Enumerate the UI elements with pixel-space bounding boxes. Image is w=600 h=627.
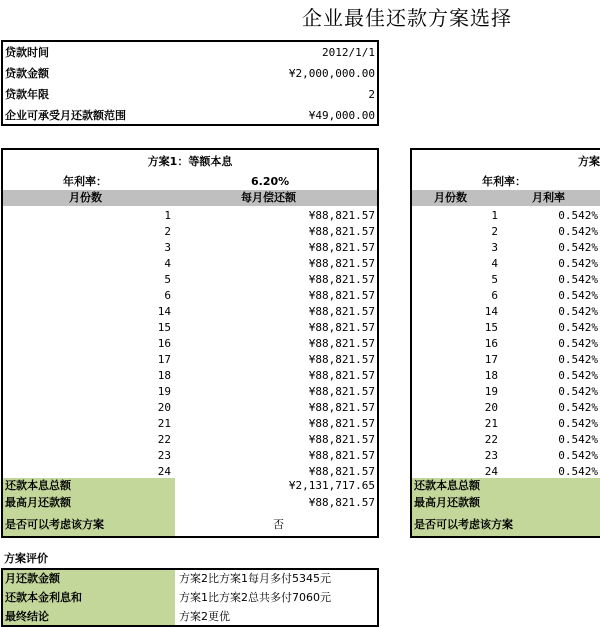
plan1-payment-cell[interactable]: ¥88,821.57 <box>308 449 375 462</box>
plan1-month-cell[interactable]: 5 <box>164 273 171 286</box>
plan2-rate-cell[interactable]: 0.542% <box>558 465 598 478</box>
loan-years-value[interactable]: 2 <box>368 88 375 101</box>
loan-info-row <box>3 106 377 125</box>
plan2-rate-cell[interactable]: 0.542% <box>558 225 598 238</box>
plan2-month-cell[interactable]: 6 <box>491 289 498 302</box>
plan1-col-month: 月份数 <box>69 191 102 204</box>
plan1-consider-label: 是否可以考虑该方案 <box>5 518 104 531</box>
plan1-payment-cell[interactable]: ¥88,821.57 <box>308 257 375 270</box>
plan1-payment-cell[interactable]: ¥88,821.57 <box>308 433 375 446</box>
plan1-max-label: 最高月还款额 <box>5 496 71 509</box>
eval-interest-label: 还款本金利息和 <box>5 591 82 604</box>
plan1-month-cell[interactable]: 22 <box>157 433 171 446</box>
plan2-month-cell[interactable]: 1 <box>491 209 498 222</box>
plan1-col-payment: 每月偿还额 <box>241 191 296 204</box>
plan2-month-cell[interactable]: 20 <box>484 401 498 414</box>
plan2-rate-cell[interactable]: 0.542% <box>558 449 598 462</box>
plan1-rate-label: 年利率： <box>63 175 107 188</box>
eval-interest-value[interactable]: 方案1比方案2总共多付7060元 <box>179 591 331 604</box>
plan1-month-cell[interactable]: 20 <box>157 401 171 414</box>
plan1-payment-cell[interactable]: ¥88,821.57 <box>308 321 375 334</box>
plan2-consider-label: 是否可以考虑该方案 <box>414 518 513 531</box>
plan1-box <box>1 148 379 538</box>
plan2-rate-cell[interactable]: 0.542% <box>558 321 598 334</box>
plan1-payment-cell[interactable]: ¥88,821.57 <box>308 465 375 478</box>
loan-info-box <box>1 40 379 126</box>
plan2-month-cell[interactable]: 16 <box>484 337 498 350</box>
plan1-month-cell[interactable]: 1 <box>164 209 171 222</box>
plan2-col-rate: 月利率 <box>532 191 565 204</box>
eval-monthly-label: 月还款金额 <box>5 572 60 585</box>
plan2-rate-cell[interactable]: 0.542% <box>558 369 598 382</box>
plan1-rate-value[interactable]: 6.20% <box>251 175 290 188</box>
plan1-payment-cell[interactable]: ¥88,821.57 <box>308 401 375 414</box>
plan1-total-value[interactable]: ¥2,131,717.65 <box>288 479 375 492</box>
plan2-month-cell[interactable]: 3 <box>491 241 498 254</box>
plan2-rate-cell[interactable]: 0.542% <box>558 385 598 398</box>
plan2-total-label: 还款本息总额 <box>414 479 480 492</box>
plan2-month-cell[interactable]: 21 <box>484 417 498 430</box>
evaluation-box <box>1 568 379 627</box>
plan2-max-label: 最高月还款额 <box>414 496 480 509</box>
plan2-month-cell[interactable]: 4 <box>491 257 498 270</box>
plan2-rate-cell[interactable]: 0.542% <box>558 289 598 302</box>
plan1-payment-cell[interactable]: ¥88,821.57 <box>308 225 375 238</box>
plan1-payment-cell[interactable]: ¥88,821.57 <box>308 273 375 286</box>
plan1-title: 方案1：等额本息 <box>147 155 233 168</box>
plan2-rate-cell[interactable]: 0.542% <box>558 417 598 430</box>
plan1-month-cell[interactable]: 19 <box>157 385 171 398</box>
loan-date-label: 贷款时间 <box>5 46 49 59</box>
plan1-max-value[interactable]: ¥88,821.57 <box>308 496 375 509</box>
plan1-total-label: 还款本息总额 <box>5 479 71 492</box>
plan2-rate-cell[interactable]: 0.542% <box>558 401 598 414</box>
plan1-month-cell[interactable]: 14 <box>157 305 171 318</box>
plan1-payment-cell[interactable]: ¥88,821.57 <box>308 417 375 430</box>
page-title: 企业最佳还款方案选择 <box>302 6 512 30</box>
plan1-month-cell[interactable]: 2 <box>164 225 171 238</box>
plan2-rate-cell[interactable]: 0.542% <box>558 433 598 446</box>
eval-monthly-value[interactable]: 方案2比方案1每月多付5345元 <box>179 572 331 585</box>
plan1-month-cell[interactable]: 6 <box>164 289 171 302</box>
plan1-month-cell[interactable]: 15 <box>157 321 171 334</box>
plan1-month-cell[interactable]: 17 <box>157 353 171 366</box>
plan2-month-cell[interactable]: 22 <box>484 433 498 446</box>
plan1-payment-cell[interactable]: ¥88,821.57 <box>308 353 375 366</box>
plan1-payment-cell[interactable]: ¥88,821.57 <box>308 369 375 382</box>
plan2-col-month: 月份数 <box>434 191 467 204</box>
loan-info-row <box>3 85 377 104</box>
plan2-month-cell[interactable]: 2 <box>491 225 498 238</box>
plan2-month-cell[interactable]: 17 <box>484 353 498 366</box>
plan1-month-cell[interactable]: 18 <box>157 369 171 382</box>
plan2-rate-label: 年利率： <box>482 175 526 188</box>
plan1-month-cell[interactable]: 3 <box>164 241 171 254</box>
plan2-box <box>410 148 600 538</box>
plan2-month-cell[interactable]: 23 <box>484 449 498 462</box>
plan1-payment-cell[interactable]: ¥88,821.57 <box>308 241 375 254</box>
plan1-payment-cell[interactable]: ¥88,821.57 <box>308 337 375 350</box>
monthly-limit-label: 企业可承受月还款额范围 <box>5 109 126 122</box>
plan1-consider-value[interactable]: 否 <box>273 518 284 531</box>
plan2-rate-cell[interactable]: 0.542% <box>558 273 598 286</box>
plan2-rate-cell[interactable]: 0.542% <box>558 257 598 270</box>
plan2-month-cell[interactable]: 14 <box>484 305 498 318</box>
plan2-rate-cell[interactable]: 0.542% <box>558 337 598 350</box>
plan1-payment-cell[interactable]: ¥88,821.57 <box>308 305 375 318</box>
plan2-rate-cell[interactable]: 0.542% <box>558 209 598 222</box>
plan2-rate-cell[interactable]: 0.542% <box>558 353 598 366</box>
loan-years-label: 贷款年限 <box>5 88 49 101</box>
plan2-month-cell[interactable]: 18 <box>484 369 498 382</box>
plan1-payment-cell[interactable]: ¥88,821.57 <box>308 209 375 222</box>
plan2-rate-cell[interactable]: 0.542% <box>558 241 598 254</box>
loan-date-value[interactable]: 2012/1/1 <box>322 46 375 59</box>
plan2-month-cell[interactable]: 5 <box>491 273 498 286</box>
plan1-payment-cell[interactable]: ¥88,821.57 <box>308 385 375 398</box>
loan-amount-value[interactable]: ¥2,000,000.00 <box>288 67 375 80</box>
plan2-rate-cell[interactable]: 0.542% <box>558 305 598 318</box>
plan1-month-cell[interactable]: 21 <box>157 417 171 430</box>
plan1-month-cell[interactable]: 4 <box>164 257 171 270</box>
loan-info-row <box>3 64 377 83</box>
plan1-header-bar <box>3 190 377 206</box>
plan2-month-cell[interactable]: 24 <box>484 465 498 478</box>
monthly-limit-value[interactable]: ¥49,000.00 <box>308 109 375 122</box>
plan1-month-cell[interactable]: 23 <box>157 449 171 462</box>
plan1-month-cell[interactable]: 24 <box>157 465 171 478</box>
loan-info-row <box>3 43 377 62</box>
eval-conclusion-label: 最终结论 <box>5 610 49 623</box>
plan2-month-cell[interactable]: 19 <box>484 385 498 398</box>
plan2-title: 方案 <box>578 155 600 168</box>
plan1-payment-cell[interactable]: ¥88,821.57 <box>308 289 375 302</box>
eval-conclusion-value[interactable]: 方案2更优 <box>179 610 230 623</box>
plan1-month-cell[interactable]: 16 <box>157 337 171 350</box>
evaluation-heading: 方案评价 <box>4 552 48 565</box>
plan2-month-cell[interactable]: 15 <box>484 321 498 334</box>
loan-amount-label: 贷款金额 <box>5 67 49 80</box>
